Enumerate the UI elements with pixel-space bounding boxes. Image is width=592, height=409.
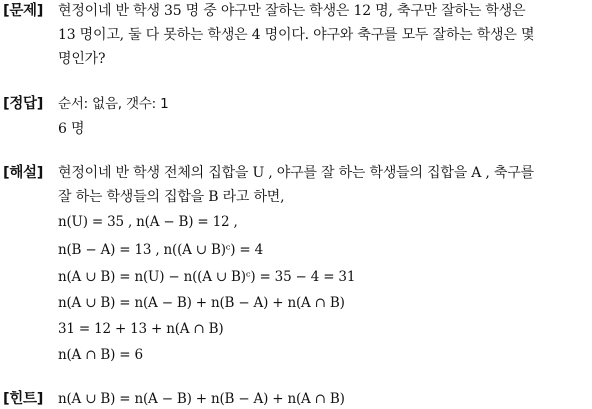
problem-line-3: 명인가?	[58, 51, 106, 67]
explanation-line-6: n(A ∪ B) = n(A − B) + n(B − A) + n(A ∩ B)	[58, 295, 345, 311]
hint-tag: [힌트]	[3, 391, 44, 407]
problem-line-1: 현정이네 반 학생 35 명 중 야구만 잘하는 학생은 12 명, 축구만 잘하는 학생은	[58, 3, 526, 19]
explanation-line-2: 잘 하는 학생들의 집합을 B 라고 하면,	[58, 189, 285, 205]
explanation-line-4: n(B − A) = 13 , n((A ∪ B)ᶜ) = 4	[58, 242, 264, 258]
answer-tag: [정답]	[3, 96, 44, 112]
explanation-line-5: n(A ∪ B) = n(U) − n((A ∪ B)ᶜ) = 35 − 4 = 31	[58, 269, 356, 285]
answer-line-1: 순서: 없음, 갯수: 1	[58, 96, 169, 112]
problem-line-2: 13 명이고, 둘 다 못하는 학생은 4 명이다. 야구와 축구를 모두 잘하는 학생은 몇	[58, 27, 535, 43]
explanation-line-8: n(A ∩ B) = 6	[58, 347, 143, 363]
explanation-tag: [해설]	[3, 165, 44, 181]
explanation-line-1: 현정이네 반 학생 전체의 집합을 U , 야구를 잘 하는 학생들의 집합을 A , 축구를	[58, 165, 534, 181]
explanation-line-3: n(U) = 35 , n(A − B) = 12 ,	[58, 214, 238, 230]
answer-line-2: 6 명	[58, 121, 85, 137]
problem-tag: [문제]	[3, 3, 44, 19]
hint-line-1: n(A ∪ B) = n(A − B) + n(B − A) + n(A ∩ B)	[58, 391, 345, 407]
explanation-line-7: 31 = 12 + 13 + n(A ∩ B)	[58, 321, 224, 337]
